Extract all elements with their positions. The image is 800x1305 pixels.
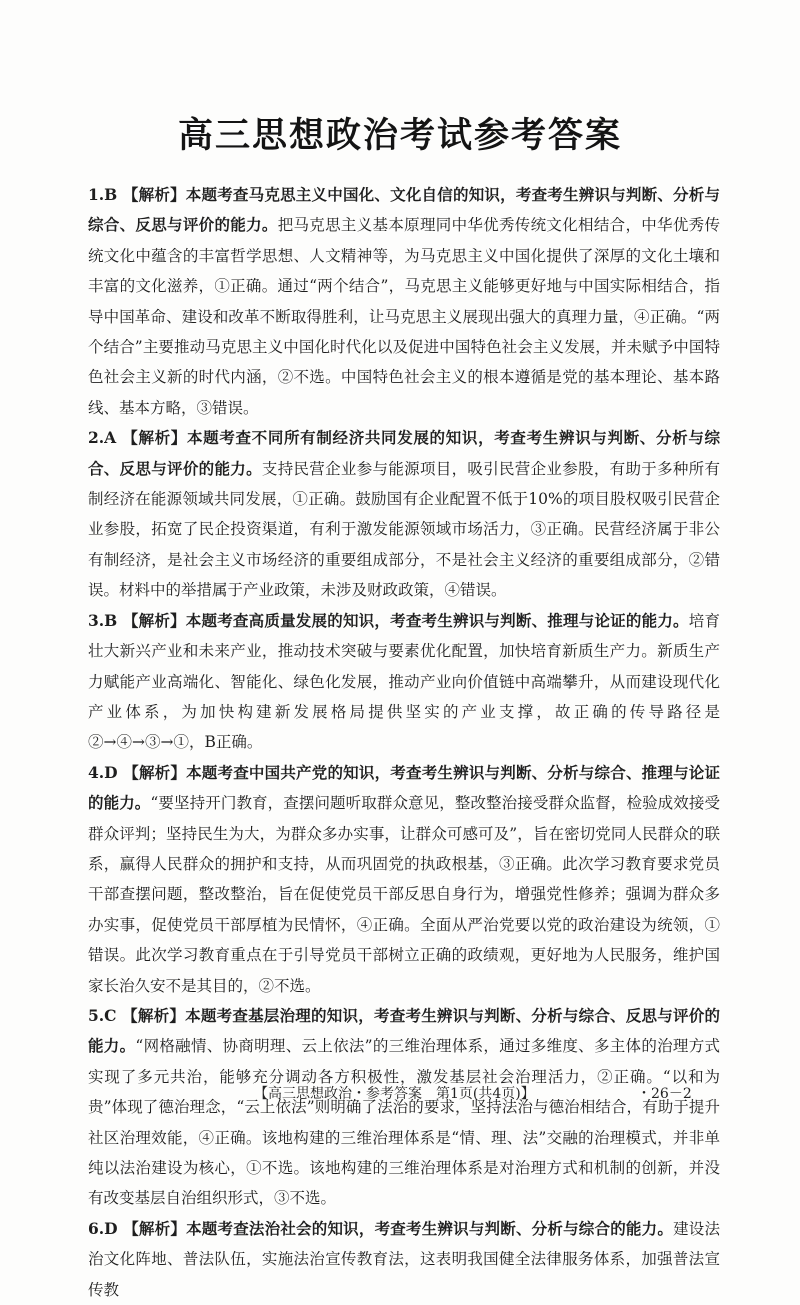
answer-item-3	[88, 606, 720, 758]
footer-label: 【高三思想政治・参考答案 第1页(共4页)】	[254, 1086, 535, 1102]
answer-body: “网格融情、协商明理、云上依法”的三维治理体系，通过多维度、多主体的治理方式实现了多元共治，能够充分调动各方积极性，激发基层社会治理活力，②正确。“以和为贵”体现了德治理念，“云上依法”则明确了法治的要求，坚持法治与德治相结合，有助于提升社区治理效能，④正确。该地构建的三维治理体系是“情、理、法”交融的治理模式，并非单纯以法治建设为核心，①不选。该地构建的三维治理体系是对治理方式和机制的创新，并没有改变基层自治组织形式，③不选。	[88, 1037, 720, 1208]
page-footer	[0, 1082, 800, 1106]
answer-item-5	[88, 1001, 720, 1214]
answer-body: 把马克思主义基本原理同中华优秀传统文化相结合，中华优秀传统文化中蕴含的丰富哲学思想、人文精神等，为马克思主义中国化提供了深厚的文化土壤和丰富的文化滋养，①正确。通过“两个结合”，马克思主义能够更好地与中国实际相结合，指导中国革命、建设和改革不断取得胜利，让马克思主义展现出强大的真理力量，④正确。“两个结合”主要推动马克思主义中国化时代化以及促进中国特色社会主义发展，并未赋予中国特色社会主义新的时代内涵，②不选。中国特色社会主义的根本遵循是党的基本理论、基本路线、基本方略，③错误。	[88, 216, 720, 417]
answer-body: “要坚持开门教育，查摆问题听取群众意见，整改整治接受群众监督，检验成效接受群众评判；坚持民生为大，为群众多办实事，让群众可感可及”，旨在密切党同人民群众的联系，赢得人民群众的拥护和支持，从而巩固党的执政根基，③正确。此次学习教育要求党员干部查摆问题，整改整治，旨在促使党员干部反思自身行为，增强党性修养；强调为群众多办实事，促使党员干部厚植为民情怀，④正确。全面从严治党要以党的政治建设为统领，①错误。此次学习教育重点在于引导党员干部树立正确的政绩观，更好地为人民服务，维护国家长治久安不是其目的，②不选。	[88, 794, 720, 995]
answer-head: 4.D 【解析】本题考查中国共产党的知识，考查考生辨识与判断、分析与综合、推理与论证的能力。	[88, 762, 720, 813]
answer-head: 1.B 【解析】本题考查马克思主义中国化、文化自信的知识，考查考生辨识与判断、分析与综合、反思与评价的能力。	[88, 185, 720, 235]
answer-item-1	[88, 180, 720, 423]
answer-head: 3.B 【解析】本题考查高质量发展的知识，考查考生辨识与判断、推理与论证的能力。	[88, 610, 689, 630]
answer-body: 培育壮大新兴产业和未来产业，推动技术突破与要素优化配置，加快培育新质生产力。新质生产力赋能产业高端化、智能化、绿色化发展，推动产业向价值链中高端攀升，从而建设现代化产业体系，为加快构建新发展格局提供坚实的产业支撑，故正确的传导路径是②→④→③→①，B正确。	[88, 611, 720, 752]
answer-item-2	[88, 423, 720, 605]
answer-head: 6.D 【解析】本题考查法治社会的知识，考查考生辨识与判断、分析与综合的能力。	[88, 1218, 674, 1238]
answer-head: 2.A 【解析】本题考查不同所有制经济共同发展的知识，考查考生辨识与判断、分析与综合、反思与评价的能力。	[88, 428, 720, 478]
footer-code: ・26－2	[637, 1086, 692, 1102]
page-title: 高三思想政治考试参考答案	[177, 115, 622, 156]
answer-head: 5.C 【解析】本题考查基层治理的知识，考查考生辨识与判断、分析与综合、反思与评价的能力。	[88, 1005, 720, 1056]
answer-body: 支持民营企业参与能源项目，吸引民营企业参股，有助于多种所有制经济在能源领域共同发展，①正确。鼓励国有企业配置不低于10%的项目股权吸引民营企业参股，拓宽了民企投资渠道，有利于激发能源领域市场活力，③正确。民营经济属于非公有制经济，是社会主义市场经济的重要组成部分，不是社会主义经济的重要组成部分，②错误。材料中的举措属于产业政策，未涉及财政政策，④错误。	[88, 459, 720, 600]
answer-list	[88, 180, 720, 1305]
answer-body: 建设法治文化阵地、普法队伍，实施法治宣传教育法，这表明我国健全法律服务体系，加强普法宣传教	[88, 1219, 720, 1299]
answer-item-4	[88, 758, 720, 1001]
answer-item-6	[88, 1214, 720, 1305]
